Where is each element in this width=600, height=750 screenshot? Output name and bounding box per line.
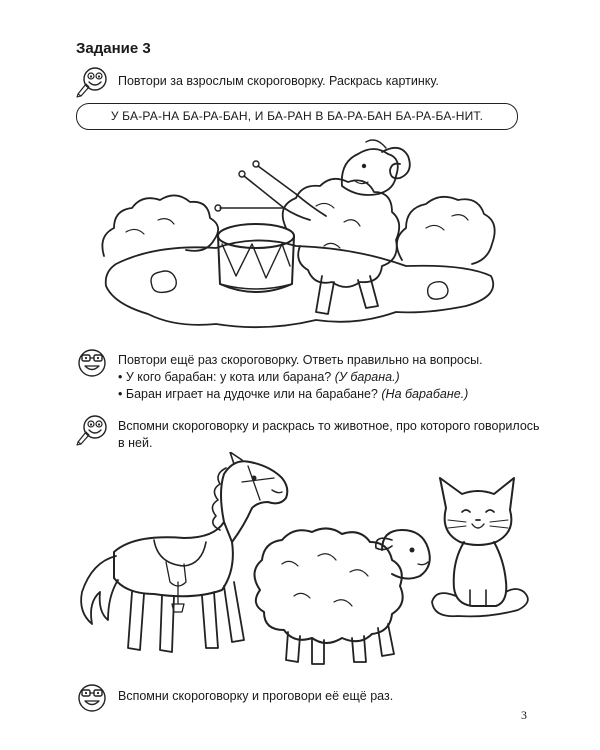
ram-drummer-illustration	[96, 136, 508, 336]
question-answer-hint: (У барана.)	[334, 370, 400, 384]
instruction-color-animal-line1: Вспомни скороговорку и раскрась то животное, про которого говорилось	[118, 419, 540, 433]
pencil-mascot-icon	[74, 412, 110, 446]
instruction-color-animal-line2: в ней.	[118, 436, 153, 450]
instruction-answer-questions: Повтори ещё раз скороговорку. Ответь правильно на вопросы.	[118, 353, 483, 367]
bullet: •	[118, 387, 123, 401]
cat-illustration	[428, 470, 538, 620]
pencil-mascot-icon	[74, 64, 110, 98]
question-text: Баран играет на дудочке или на барабане?	[125, 387, 378, 401]
sheep-illustration	[242, 520, 438, 670]
instruction-repeat-twister: Вспомни скороговорку и проговори её ещё раз.	[118, 689, 394, 703]
tongue-twister-box: У БА-РА-НА БА-РА-БАН, И БА-РАН В БА-РА-БАН БА-РА-БА-НИТ.	[76, 103, 518, 130]
question-text: У кого барабан: у кота или барана?	[125, 370, 332, 384]
task-title: Задание 3	[76, 40, 151, 57]
bullet: •	[118, 370, 123, 384]
glasses-mascot-icon	[74, 680, 110, 714]
glasses-mascot-icon	[74, 345, 110, 379]
question-1	[118, 369, 400, 386]
page-number: 3	[521, 708, 527, 722]
instruction-color-picture: Повтори за взрослым скороговорку. Раскрась картинку.	[118, 74, 439, 88]
question-answer-hint: (На барабане.)	[381, 387, 469, 401]
question-2	[118, 386, 468, 403]
